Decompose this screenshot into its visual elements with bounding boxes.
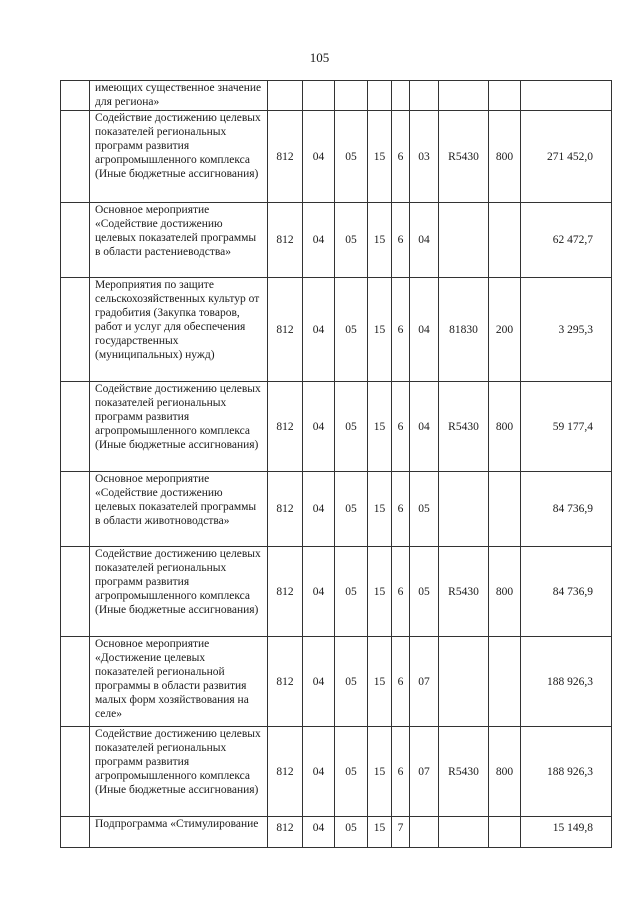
code-program: 15 <box>368 637 392 727</box>
code-section: 04 <box>303 472 335 547</box>
code-direction <box>439 203 489 278</box>
code-section <box>303 81 335 111</box>
amount: 271 452,0 <box>521 111 612 203</box>
code-subsection: 05 <box>335 278 368 382</box>
code-direction: R5430 <box>439 111 489 203</box>
row-name: Основное мероприятие «Достижение целевых показателей региональной программы в области развития малых форм хозяйствования на селе» <box>90 637 268 727</box>
empty-cell <box>61 472 90 547</box>
code-direction: 81830 <box>439 278 489 382</box>
code-subprogram: 6 <box>392 382 410 472</box>
code-activity <box>410 81 439 111</box>
empty-cell <box>61 817 90 848</box>
table-row <box>61 637 612 727</box>
amount: 59 177,4 <box>521 382 612 472</box>
amount <box>521 81 612 111</box>
row-name: Мероприятия по защите сельскохозяйственных культур от градобития (Закупка товаров, работ и услуг для обеспечения государственных (муниципальных) нужд) <box>90 278 268 382</box>
code-direction <box>439 637 489 727</box>
code-subsection: 05 <box>335 547 368 637</box>
code-subprogram: 7 <box>392 817 410 848</box>
code-program: 15 <box>368 727 392 817</box>
code-ministry <box>268 81 303 111</box>
page-number: 105 <box>309 50 330 65</box>
amount: 3 295,3 <box>521 278 612 382</box>
code-subprogram: 6 <box>392 111 410 203</box>
code-section: 04 <box>303 203 335 278</box>
code-subsection: 05 <box>335 472 368 547</box>
code-ministry: 812 <box>268 637 303 727</box>
table-row <box>61 727 612 817</box>
code-subprogram: 6 <box>392 637 410 727</box>
amount: 188 926,3 <box>521 727 612 817</box>
code-activity: 04 <box>410 278 439 382</box>
code-ministry: 812 <box>268 278 303 382</box>
code-section: 04 <box>303 817 335 848</box>
code-subsection: 05 <box>335 382 368 472</box>
empty-cell <box>61 81 90 111</box>
amount: 188 926,3 <box>521 637 612 727</box>
code-subsection: 05 <box>335 203 368 278</box>
code-section: 04 <box>303 382 335 472</box>
empty-cell <box>61 547 90 637</box>
code-activity <box>410 817 439 848</box>
code-subprogram <box>392 81 410 111</box>
code-program: 15 <box>368 547 392 637</box>
empty-cell <box>61 637 90 727</box>
code-program: 15 <box>368 111 392 203</box>
row-name: Основное мероприятие «Содействие достижению целевых показателей программы в области животноводства» <box>90 472 268 547</box>
code-activity: 05 <box>410 472 439 547</box>
code-expense-type: 800 <box>489 547 521 637</box>
table-row <box>61 203 612 278</box>
row-name: Содействие достижению целевых показателей региональных программ развития агропромышленного комплекса (Иные бюджетные ассигнования) <box>90 111 268 203</box>
code-expense-type: 800 <box>489 382 521 472</box>
table-row <box>61 472 612 547</box>
table-row <box>61 111 612 203</box>
code-direction: R5430 <box>439 547 489 637</box>
code-program: 15 <box>368 382 392 472</box>
row-name: Подпрограмма «Стимулирование <box>90 817 268 848</box>
code-expense-type: 800 <box>489 727 521 817</box>
code-expense-type <box>489 817 521 848</box>
code-activity: 07 <box>410 637 439 727</box>
code-expense-type <box>489 472 521 547</box>
code-ministry: 812 <box>268 817 303 848</box>
code-subsection: 05 <box>335 111 368 203</box>
code-ministry: 812 <box>268 203 303 278</box>
amount: 84 736,9 <box>521 472 612 547</box>
code-section: 04 <box>303 278 335 382</box>
code-activity: 04 <box>410 203 439 278</box>
budget-table <box>60 80 612 848</box>
code-direction <box>439 472 489 547</box>
code-activity: 03 <box>410 111 439 203</box>
empty-cell <box>61 278 90 382</box>
table-row <box>61 81 612 111</box>
code-activity: 07 <box>410 727 439 817</box>
empty-cell <box>61 203 90 278</box>
code-direction: R5430 <box>439 382 489 472</box>
code-section: 04 <box>303 727 335 817</box>
code-subsection: 05 <box>335 727 368 817</box>
code-program: 15 <box>368 817 392 848</box>
empty-cell <box>61 111 90 203</box>
code-expense-type <box>489 81 521 111</box>
code-expense-type <box>489 203 521 278</box>
code-subsection: 05 <box>335 817 368 848</box>
table-row <box>61 817 612 848</box>
code-program <box>368 81 392 111</box>
code-program: 15 <box>368 203 392 278</box>
code-activity: 04 <box>410 382 439 472</box>
code-program: 15 <box>368 472 392 547</box>
code-direction <box>439 817 489 848</box>
code-ministry: 812 <box>268 727 303 817</box>
row-name: Содействие достижению целевых показателей региональных программ развития агропромышленного комплекса (Иные бюджетные ассигнования) <box>90 727 268 817</box>
code-direction <box>439 81 489 111</box>
amount: 62 472,7 <box>521 203 612 278</box>
code-subprogram: 6 <box>392 727 410 817</box>
table-row <box>61 382 612 472</box>
code-activity: 05 <box>410 547 439 637</box>
code-ministry: 812 <box>268 547 303 637</box>
code-ministry: 812 <box>268 111 303 203</box>
code-ministry: 812 <box>268 472 303 547</box>
code-section: 04 <box>303 547 335 637</box>
row-name: Содействие достижению целевых показателей региональных программ развития агропромышленного комплекса (Иные бюджетные ассигнования) <box>90 547 268 637</box>
code-direction: R5430 <box>439 727 489 817</box>
code-expense-type: 200 <box>489 278 521 382</box>
code-section: 04 <box>303 637 335 727</box>
amount: 84 736,9 <box>521 547 612 637</box>
row-name: Содействие достижению целевых показателей региональных программ развития агропромышленного комплекса (Иные бюджетные ассигнования) <box>90 382 268 472</box>
table-row <box>61 278 612 382</box>
code-subprogram: 6 <box>392 203 410 278</box>
code-subprogram: 6 <box>392 547 410 637</box>
table-row <box>61 547 612 637</box>
code-subprogram: 6 <box>392 472 410 547</box>
row-name: имеющих существенное значение для региона» <box>90 81 268 111</box>
code-subprogram: 6 <box>392 278 410 382</box>
code-expense-type <box>489 637 521 727</box>
amount: 15 149,8 <box>521 817 612 848</box>
code-section: 04 <box>303 111 335 203</box>
row-name: Основное мероприятие «Содействие достижению целевых показателей программы в области растениеводства» <box>90 203 268 278</box>
code-ministry: 812 <box>268 382 303 472</box>
code-subsection <box>335 81 368 111</box>
empty-cell <box>61 382 90 472</box>
code-subsection: 05 <box>335 637 368 727</box>
code-program: 15 <box>368 278 392 382</box>
code-expense-type: 800 <box>489 111 521 203</box>
empty-cell <box>61 727 90 817</box>
